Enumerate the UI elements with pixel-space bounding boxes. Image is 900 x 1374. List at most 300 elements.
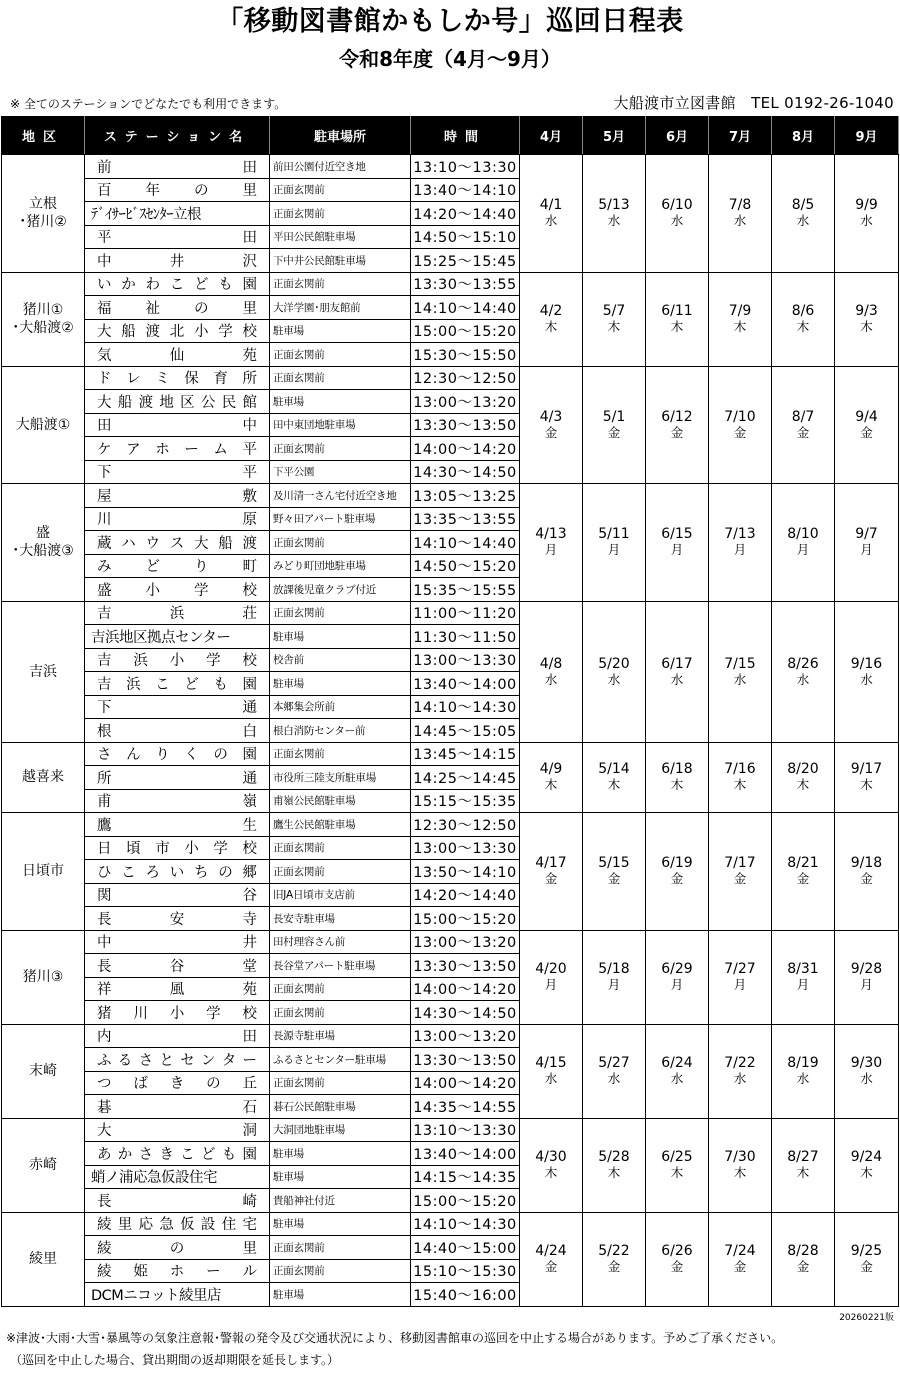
station-name bbox=[85, 578, 270, 602]
parking-location: 大洋学園･朋友館前 bbox=[270, 296, 411, 320]
station-char: 井 bbox=[242, 935, 257, 952]
station-char: こ bbox=[169, 277, 185, 294]
station-name-text bbox=[97, 1096, 257, 1117]
visit-date-cell bbox=[709, 1024, 772, 1118]
visit-date: 9/17 bbox=[850, 761, 883, 778]
station-name-text bbox=[97, 508, 257, 529]
station-name bbox=[85, 531, 270, 555]
station-name-text bbox=[97, 743, 257, 764]
station-name bbox=[85, 930, 270, 954]
station-char: ホ bbox=[169, 1264, 185, 1281]
station-name bbox=[85, 1095, 270, 1119]
parking-location: 校舎前 bbox=[270, 648, 411, 672]
area-cell bbox=[2, 484, 85, 602]
visit-weekday: 水 bbox=[607, 1071, 621, 1086]
parking-location: 正面玄関前 bbox=[270, 1001, 411, 1025]
header-month-4: 4月 bbox=[520, 117, 583, 155]
visit-weekday: 金 bbox=[607, 424, 621, 440]
station-name bbox=[85, 789, 270, 813]
station-char: 盛 bbox=[97, 582, 112, 599]
visit-weekday: 木 bbox=[670, 777, 684, 793]
visit-weekday: 月 bbox=[796, 542, 810, 558]
visit-date: 4/15 bbox=[535, 1055, 567, 1071]
visit-time: 14:30～14:50 bbox=[411, 1001, 520, 1025]
visit-weekday: 月 bbox=[544, 542, 558, 558]
visit-date: 4/24 bbox=[535, 1243, 567, 1259]
visit-date: 8/21 bbox=[787, 855, 819, 872]
station-name-text bbox=[97, 978, 257, 999]
visit-date-cell bbox=[709, 366, 772, 484]
station-name-text bbox=[97, 767, 257, 788]
parking-location: 駐車場 bbox=[270, 1212, 411, 1236]
area-name-line: 盛 bbox=[36, 525, 50, 542]
visit-date-cell bbox=[835, 1212, 899, 1306]
visit-weekday: 金 bbox=[733, 871, 747, 887]
station-char: も bbox=[218, 277, 233, 294]
area-group bbox=[2, 155, 899, 273]
area-group bbox=[2, 484, 899, 602]
visit-time: 13:30～13:50 bbox=[411, 413, 520, 437]
visit-weekday: 木 bbox=[607, 319, 621, 334]
area-name-line: 吉浜 bbox=[29, 663, 57, 680]
visit-time: 13:00～13:20 bbox=[411, 930, 520, 954]
parking-location: 正面玄関前 bbox=[270, 836, 411, 860]
area-name-line: ･猪川② bbox=[19, 214, 67, 231]
visit-weekday: 木 bbox=[733, 1165, 747, 1180]
station-char: 敷 bbox=[242, 488, 257, 505]
visit-weekday: 木 bbox=[860, 1165, 873, 1180]
table-row bbox=[2, 930, 899, 954]
visit-time: 15:15～15:35 bbox=[411, 789, 520, 813]
visit-date: 6/19 bbox=[661, 855, 693, 872]
station-name-text bbox=[97, 1119, 257, 1140]
visit-time: 14:00～14:20 bbox=[411, 437, 520, 461]
station-char: 学 bbox=[194, 582, 209, 599]
visit-date: 4/1 bbox=[539, 197, 563, 214]
parking-location: 正面玄関前 bbox=[270, 1071, 411, 1095]
visit-date: 7/16 bbox=[724, 761, 756, 778]
parking-location: 平田公民館駐車場 bbox=[270, 225, 411, 249]
visit-weekday: 金 bbox=[733, 424, 747, 440]
parking-location: 駐車場 bbox=[270, 1283, 411, 1307]
visit-time: 15:00～15:20 bbox=[411, 907, 520, 931]
station-char: タ bbox=[221, 1052, 237, 1069]
station-char: 園 bbox=[242, 747, 257, 764]
station-char: 校 bbox=[242, 1005, 257, 1022]
station-char: ろ bbox=[145, 864, 160, 881]
station-char: 平 bbox=[242, 441, 257, 458]
station-char: 中 bbox=[242, 418, 257, 435]
visit-date: 6/10 bbox=[661, 197, 693, 214]
station-char: 急 bbox=[159, 1217, 174, 1234]
station-char: 浜 bbox=[126, 676, 141, 693]
visit-date: 9/28 bbox=[850, 961, 883, 977]
area-group bbox=[2, 1212, 899, 1306]
visit-date: 4/30 bbox=[535, 1149, 567, 1165]
visit-date: 8/19 bbox=[787, 1055, 819, 1071]
area-group bbox=[2, 742, 899, 813]
visit-weekday: 水 bbox=[607, 213, 621, 229]
table-row bbox=[2, 1212, 899, 1236]
station-name bbox=[85, 860, 270, 884]
visit-weekday: 月 bbox=[670, 977, 684, 992]
extension-note: （巡回を中止した場合、貸出期間の返却期限を延長します。） bbox=[10, 1353, 340, 1367]
parking-location: 駐車場 bbox=[270, 1165, 411, 1189]
station-char: 安 bbox=[169, 911, 185, 928]
station-char: 田 bbox=[242, 230, 257, 247]
visit-date-cell bbox=[835, 484, 899, 602]
visit-weekday: 木 bbox=[733, 319, 747, 334]
visit-date-cell bbox=[835, 272, 899, 366]
parking-location: 正面玄関前 bbox=[270, 366, 411, 390]
table-row bbox=[2, 366, 899, 390]
station-name-text bbox=[97, 1237, 257, 1258]
area-group bbox=[2, 930, 899, 1024]
visit-date-cell bbox=[646, 813, 709, 931]
station-char: 谷 bbox=[242, 888, 257, 905]
visit-date: 5/7 bbox=[602, 303, 626, 319]
visit-time: 13:30～13:50 bbox=[411, 954, 520, 978]
station-char: ム bbox=[213, 441, 228, 458]
area-name-line: ･大船渡③ bbox=[12, 543, 74, 560]
table-row bbox=[2, 272, 899, 296]
station-name-text bbox=[97, 438, 257, 459]
station-char: 根 bbox=[97, 723, 112, 740]
station-char: 綾 bbox=[97, 1264, 112, 1281]
station-char: 船 bbox=[218, 535, 233, 552]
version-label: 20260221版 bbox=[839, 1313, 894, 1323]
station-char: わ bbox=[145, 277, 160, 294]
visit-date: 9/25 bbox=[850, 1243, 883, 1259]
station-name bbox=[85, 672, 270, 696]
station-char: 碁 bbox=[97, 1099, 112, 1116]
station-name bbox=[85, 249, 270, 273]
visit-date-cell bbox=[583, 366, 646, 484]
visit-time: 13:40～14:00 bbox=[411, 672, 520, 696]
visit-date: 5/20 bbox=[598, 655, 630, 672]
station-char: ち bbox=[194, 864, 209, 881]
station-name-text bbox=[97, 273, 257, 294]
visit-time: 14:35～14:55 bbox=[411, 1095, 520, 1119]
visit-date-cell bbox=[520, 930, 583, 1024]
visit-date-cell bbox=[709, 484, 772, 602]
page-subtitle: 令和8年度（4月～9月） bbox=[339, 47, 561, 71]
station-name bbox=[85, 1212, 270, 1236]
parking-location: 下中井公民館駐車場 bbox=[270, 249, 411, 273]
area-group bbox=[2, 1024, 899, 1118]
area-group bbox=[2, 1118, 899, 1212]
visit-weekday: 金 bbox=[670, 1259, 684, 1274]
visit-date: 4/8 bbox=[539, 655, 563, 672]
visit-weekday: 水 bbox=[670, 671, 684, 687]
visit-weekday: 水 bbox=[733, 671, 747, 687]
station-char: る bbox=[117, 1052, 133, 1069]
station-char: 小 bbox=[169, 653, 185, 670]
visit-time: 15:00～15:20 bbox=[411, 1189, 520, 1213]
visit-date: 6/17 bbox=[661, 655, 693, 672]
station-name-text bbox=[97, 226, 257, 247]
station-char: 吉 bbox=[97, 606, 112, 623]
visit-date-cell bbox=[646, 601, 709, 742]
visit-date-cell bbox=[520, 813, 583, 931]
parking-location: 市役所三陸支所駐車場 bbox=[270, 766, 411, 790]
visit-weekday: 水 bbox=[670, 213, 684, 229]
visit-time: 13:00～13:20 bbox=[411, 390, 520, 414]
station-char: み bbox=[97, 559, 112, 576]
station-char: ル bbox=[242, 1264, 257, 1281]
header-month-6: 6月 bbox=[646, 117, 709, 155]
visit-time: 12:30～12:50 bbox=[411, 813, 520, 837]
station-char: 下 bbox=[97, 465, 112, 482]
station-name bbox=[85, 742, 270, 766]
station-name bbox=[85, 437, 270, 461]
visit-time: 13:00～13:30 bbox=[411, 648, 520, 672]
station-name-text bbox=[97, 344, 257, 365]
station-char: 中 bbox=[97, 253, 112, 270]
station-name-text bbox=[97, 1143, 257, 1164]
visit-weekday: 水 bbox=[796, 671, 810, 687]
parking-location: 正面玄関前 bbox=[270, 1259, 411, 1283]
station-char: ー bbox=[184, 441, 199, 458]
visit-date: 8/31 bbox=[787, 961, 819, 977]
station-char: 姫 bbox=[133, 1264, 148, 1281]
station-name-text bbox=[97, 532, 257, 553]
station-name bbox=[85, 1024, 270, 1048]
visit-weekday: 水 bbox=[796, 213, 810, 229]
visit-date-cell bbox=[709, 601, 772, 742]
area-group bbox=[2, 272, 899, 366]
station-name-text bbox=[97, 814, 257, 835]
station-char: 町 bbox=[242, 559, 257, 576]
visit-date-cell bbox=[520, 1024, 583, 1118]
station-name-text bbox=[97, 391, 257, 412]
station-char: 所 bbox=[97, 770, 112, 787]
station-char: き bbox=[169, 1076, 185, 1093]
station-name bbox=[85, 460, 270, 484]
station-name bbox=[85, 1259, 270, 1283]
parking-location: 長安寺駐車場 bbox=[270, 907, 411, 931]
station-name-text bbox=[97, 1049, 257, 1070]
station-char: 丘 bbox=[242, 1076, 257, 1093]
visit-date-cell bbox=[835, 930, 899, 1024]
station-char: 下 bbox=[97, 700, 112, 717]
station-char: 内 bbox=[97, 1029, 112, 1046]
header-parking: 駐車場所 bbox=[270, 117, 411, 155]
visit-weekday: 木 bbox=[860, 777, 873, 793]
visit-time: 13:00～13:20 bbox=[411, 1024, 520, 1048]
parking-location: 及川清一さん宅付近空き地 bbox=[270, 484, 411, 508]
visit-weekday: 木 bbox=[544, 319, 558, 334]
station-name-text bbox=[97, 320, 257, 341]
visit-date: 9/3 bbox=[855, 303, 878, 319]
station-char: 里 bbox=[242, 300, 257, 317]
station-name-text bbox=[97, 156, 257, 177]
header-area: 地区 bbox=[2, 117, 85, 155]
station-char: 寺 bbox=[242, 911, 257, 928]
station-char: 設 bbox=[200, 1217, 216, 1234]
visit-date-cell bbox=[709, 1212, 772, 1306]
station-char: 祉 bbox=[145, 300, 160, 317]
visit-date: 5/1 bbox=[602, 408, 626, 425]
visit-date: 4/20 bbox=[535, 961, 567, 977]
visit-time: 14:25～14:45 bbox=[411, 766, 520, 790]
visit-weekday: 水 bbox=[670, 1071, 684, 1086]
visit-date: 6/18 bbox=[661, 761, 693, 778]
area-group bbox=[2, 601, 899, 742]
station-name-text bbox=[97, 649, 257, 670]
station-char: ハ bbox=[121, 535, 136, 552]
station-char: 風 bbox=[169, 982, 185, 999]
station-char: 学 bbox=[206, 653, 221, 670]
parking-location: 駐車場 bbox=[270, 390, 411, 414]
area-name-line: 越喜来 bbox=[22, 769, 64, 786]
station-char: 荘 bbox=[242, 606, 257, 623]
visit-time: 13:00～13:30 bbox=[411, 836, 520, 860]
station-char: ど bbox=[200, 1146, 216, 1163]
area-cell bbox=[2, 155, 85, 273]
station-char: 学 bbox=[213, 841, 228, 858]
visit-date: 5/28 bbox=[598, 1149, 630, 1165]
station-char: 崎 bbox=[242, 1193, 257, 1210]
visit-time: 12:30～12:50 bbox=[411, 366, 520, 390]
visit-date-cell bbox=[583, 484, 646, 602]
station-char: か bbox=[117, 1146, 133, 1163]
visit-date-cell bbox=[583, 1024, 646, 1118]
cancellation-note: ※津波･大雨･大雪･暴風等の気象注意報･警報の発令及び交通状況により、移動図書館車の巡回を中止する場合があります。予めご了承ください。 bbox=[6, 1331, 784, 1345]
visit-date-cell bbox=[646, 1024, 709, 1118]
visit-date-cell bbox=[646, 1212, 709, 1306]
area-name-line: 赤崎 bbox=[29, 1157, 57, 1173]
station-name-text bbox=[97, 579, 257, 600]
visit-weekday: 金 bbox=[860, 1259, 873, 1274]
station-name-text bbox=[97, 908, 257, 929]
visit-date: 4/13 bbox=[535, 526, 567, 543]
station-char: 石 bbox=[242, 1099, 257, 1116]
header-time: 時間 bbox=[411, 117, 520, 155]
station-char: ド bbox=[97, 371, 112, 388]
visit-date-cell bbox=[709, 813, 772, 931]
station-name bbox=[85, 1142, 270, 1166]
area-name-line: 日頃市 bbox=[22, 863, 64, 880]
station-char: 白 bbox=[242, 723, 257, 740]
station-char: 園 bbox=[242, 277, 257, 294]
station-char: 通 bbox=[242, 770, 257, 787]
station-char: ミ bbox=[155, 371, 170, 388]
station-char: 苑 bbox=[242, 347, 257, 364]
visit-time: 14:20～14:40 bbox=[411, 202, 520, 226]
visit-weekday: 水 bbox=[544, 213, 558, 229]
station-name-text bbox=[97, 461, 257, 482]
station-char: 里 bbox=[242, 183, 257, 200]
visit-weekday: 金 bbox=[544, 871, 558, 887]
visit-date-cell bbox=[709, 930, 772, 1024]
station-char: 地 bbox=[159, 394, 174, 411]
parking-location: 碁石公民館駐車場 bbox=[270, 1095, 411, 1119]
visit-date: 5/22 bbox=[598, 1243, 630, 1259]
parking-location: 正面玄関前 bbox=[270, 437, 411, 461]
station-char: 応 bbox=[138, 1217, 154, 1234]
station-char: 校 bbox=[242, 841, 257, 858]
visit-weekday: 金 bbox=[670, 871, 684, 887]
area-cell bbox=[2, 813, 85, 931]
header-month-7: 7月 bbox=[709, 117, 772, 155]
station-char: 蔵 bbox=[97, 535, 112, 552]
visit-date: 6/29 bbox=[661, 961, 693, 977]
usage-note: ※ 全てのステーションでどなたでも利用できます。 bbox=[10, 97, 287, 111]
station-char: 長 bbox=[97, 958, 112, 975]
station-char: 田 bbox=[97, 418, 112, 435]
station-char: ー bbox=[242, 1052, 257, 1069]
visit-time: 14:50～15:20 bbox=[411, 554, 520, 578]
visit-date: 9/4 bbox=[855, 408, 878, 425]
station-name-text: DCMニコット綾里店 bbox=[91, 1287, 222, 1304]
station-char: 日 bbox=[97, 841, 112, 858]
area-name-line: 猪川③ bbox=[22, 969, 64, 985]
station-char: 所 bbox=[242, 371, 257, 388]
station-char: 校 bbox=[242, 653, 257, 670]
station-char: と bbox=[159, 1052, 174, 1069]
station-char: 気 bbox=[97, 347, 112, 364]
area-name-line: 立根 bbox=[29, 196, 57, 213]
visit-time: 14:45～15:05 bbox=[411, 719, 520, 743]
station-name bbox=[85, 272, 270, 296]
station-char: 浜 bbox=[169, 606, 185, 623]
visit-date: 7/10 bbox=[724, 408, 756, 425]
visit-date-cell bbox=[772, 601, 835, 742]
station-name-text bbox=[97, 837, 257, 858]
station-char: 苑 bbox=[242, 982, 257, 999]
parking-location: 鷹生公民館駐車場 bbox=[270, 813, 411, 837]
visit-date: 7/9 bbox=[728, 303, 752, 319]
area-cell bbox=[2, 272, 85, 366]
header-month-8: 8月 bbox=[772, 117, 835, 155]
visit-date-cell bbox=[646, 484, 709, 602]
station-char: 田 bbox=[242, 159, 257, 176]
parking-location: 駐車場 bbox=[270, 672, 411, 696]
station-char: 仮 bbox=[180, 1217, 195, 1234]
visit-date: 4/17 bbox=[535, 855, 567, 872]
visit-date: 8/27 bbox=[787, 1149, 819, 1165]
parking-location: 正面玄関前 bbox=[270, 977, 411, 1001]
visit-weekday: 月 bbox=[607, 542, 621, 558]
visit-time: 15:10～15:30 bbox=[411, 1259, 520, 1283]
visit-weekday: 木 bbox=[544, 1165, 558, 1180]
table-row bbox=[2, 813, 899, 837]
station-char: も bbox=[213, 676, 228, 693]
visit-date: 8/6 bbox=[791, 303, 815, 319]
station-name bbox=[85, 296, 270, 320]
station-char: ど bbox=[194, 277, 209, 294]
visit-date-cell bbox=[520, 742, 583, 813]
area-cell bbox=[2, 742, 85, 813]
visit-weekday: 金 bbox=[796, 1259, 810, 1274]
station-char: 川 bbox=[97, 512, 112, 529]
station-char: 里 bbox=[117, 1217, 133, 1234]
visit-date: 6/25 bbox=[661, 1149, 693, 1165]
visit-weekday: 木 bbox=[607, 1165, 621, 1180]
visit-date-cell bbox=[583, 930, 646, 1024]
station-name bbox=[85, 907, 270, 931]
schedule-table bbox=[1, 116, 899, 1307]
visit-date: 5/15 bbox=[598, 855, 630, 872]
station-char: 川 bbox=[133, 1005, 148, 1022]
station-char: の bbox=[206, 1076, 221, 1093]
station-char: 前 bbox=[97, 159, 112, 176]
visit-weekday: 月 bbox=[860, 542, 873, 558]
station-char: ケ bbox=[97, 441, 112, 458]
station-name-text bbox=[97, 720, 257, 741]
station-char: 頃 bbox=[126, 841, 141, 858]
